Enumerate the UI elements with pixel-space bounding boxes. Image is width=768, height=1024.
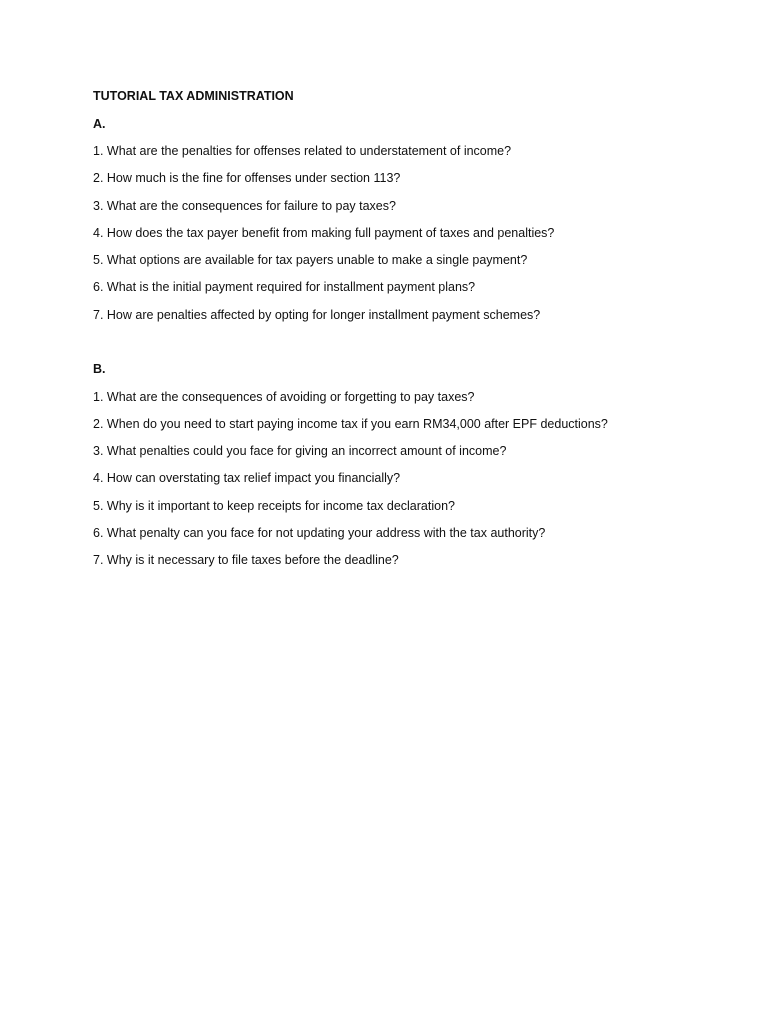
document-title: TUTORIAL TAX ADMINISTRATION [93,89,294,103]
section-a-question-4: 4. How does the tax payer benefit from making full payment of taxes and penalties? [93,225,555,240]
section-b-question-7: 7. Why is it necessary to file taxes before the deadline? [93,553,399,568]
section-a-question-3: 3. What are the consequences for failure to pay taxes? [93,198,396,213]
section-a-label: A. [93,116,106,131]
section-a-question-5: 5. What options are available for tax payers unable to make a single payment? [93,253,528,268]
section-a-question-7: 7. How are penalties affected by opting for longer installment payment schemes? [93,307,541,322]
section-b-question-4: 4. How can overstating tax relief impact you financially? [93,471,401,486]
section-b-question-6: 6. What penalty can you face for not updating your address with the tax authority? [93,526,546,541]
section-b-question-3: 3. What penalties could you face for giving an incorrect amount of income? [93,444,507,459]
section-b-question-5: 5. Why is it important to keep receipts for income tax declaration? [93,498,455,513]
document-body [93,87,733,579]
section-a-question-2: 2. How much is the fine for offenses under section 113? [93,171,401,186]
section-a-question-1: 1. What are the penalties for offenses related to understatement of income? [93,144,512,158]
section-b-label: B. [93,362,106,377]
section-a-question-6: 6. What is the initial payment required for installment payment plans? [93,280,476,295]
section-spacer [93,333,733,360]
section-b-question-2: 2. When do you need to start paying income tax if you earn RM34,000 after EPF deductions? [93,416,608,431]
section-b-question-1: 1. What are the consequences of avoiding or forgetting to pay taxes? [93,389,475,404]
